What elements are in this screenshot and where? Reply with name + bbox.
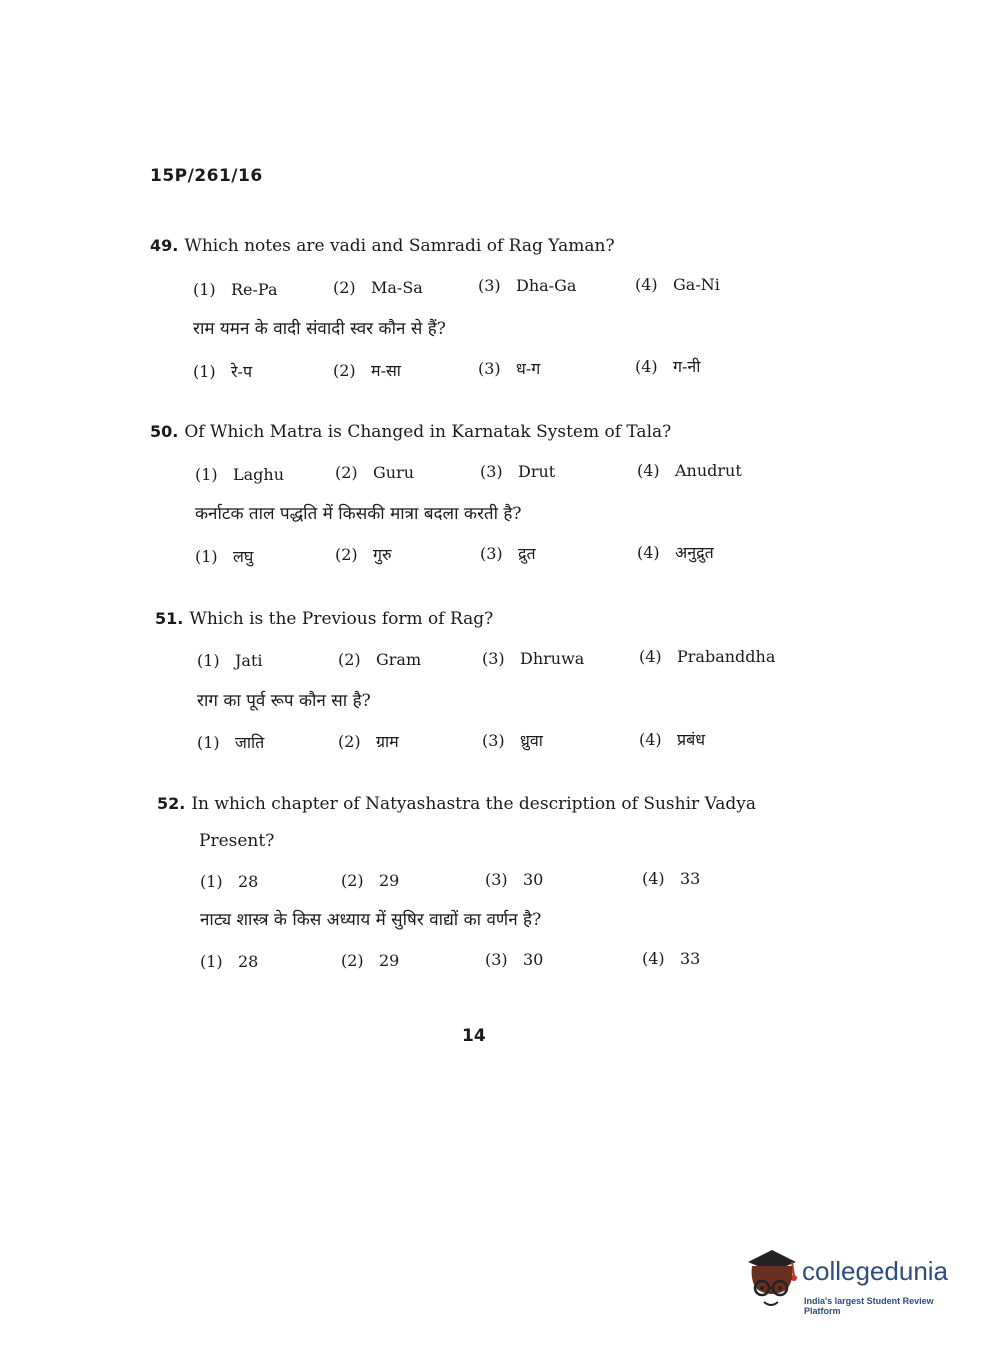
hindi-option-2: (2) गुरु: [335, 545, 392, 564]
hindi-option-2: (2) ग्राम: [338, 732, 399, 751]
page-number: 14: [462, 1026, 486, 1046]
question-number: 51.: [155, 609, 184, 628]
question-english: Which is the Previous form of Rag?: [189, 609, 494, 629]
question-number: 50.: [150, 422, 179, 441]
mascot-icon: [742, 1248, 802, 1312]
hindi-option-4: (4) 33: [642, 949, 701, 968]
hindi-option-4: (4) प्रबंध: [639, 730, 706, 749]
collegedunia-logo: [742, 1248, 972, 1318]
option-2: (2) Ma-Sa: [333, 278, 423, 297]
hindi-option-2: (2) 29: [341, 951, 400, 970]
logo-brand: collegedunia: [802, 1256, 949, 1286]
hindi-option-1: (1) 28: [200, 952, 259, 971]
question-text: [150, 422, 671, 442]
hindi-option-4: (4) ग-नी: [635, 357, 701, 376]
option-2: (2) Guru: [335, 463, 415, 482]
option-4: (4) Ga-Ni: [635, 275, 720, 294]
option-2: (2) 29: [341, 871, 400, 890]
question-hindi: कर्नाटक ताल पद्धति में किसकी मात्रा बदला करती है?: [195, 504, 522, 524]
hindi-option-3: (3) 30: [485, 950, 544, 969]
option-3: (3) Drut: [480, 462, 556, 481]
question-number: 49.: [150, 236, 179, 255]
logo-tagline: India's largest Student Review Platform: [804, 1296, 934, 1316]
option-1: (1) 28: [200, 872, 259, 891]
hindi-option-1: (1) लघु: [195, 547, 254, 566]
hindi-option-3: (3) द्रुत: [480, 544, 536, 563]
question-hindi: राम यमन के वादी संवादी स्वर कौन से हैं?: [193, 319, 446, 339]
option-1: (1) Re-Pa: [193, 280, 278, 299]
hindi-option-3: (3) ध-ग: [478, 359, 541, 378]
hindi-option-2: (2) म-सा: [333, 361, 401, 380]
hindi-option-1: (1) रे-प: [193, 362, 253, 381]
option-4: (4) Anudrut: [637, 461, 742, 480]
option-3: (3) Dhruwa: [482, 649, 585, 668]
question-text: [150, 236, 615, 256]
question-text: [157, 794, 756, 814]
option-2: (2) Gram: [338, 650, 422, 669]
paper-code: 15P/261/16: [150, 166, 263, 186]
question-number: 52.: [157, 794, 186, 813]
question-hindi: राग का पूर्व रूप कौन सा है?: [197, 691, 371, 711]
option-3: (3) Dha-Ga: [478, 276, 577, 295]
question-hindi: नाट्य शास्त्र के किस अध्याय में सुषिर वाद्यों का वर्णन है?: [200, 910, 542, 930]
option-3: (3) 30: [485, 870, 544, 889]
option-1: (1) Laghu: [195, 465, 285, 484]
hindi-option-3: (3) ध्रुवा: [482, 731, 543, 750]
question-text: [155, 609, 493, 629]
question-english: Of Which Matra is Changed in Karnatak System of Tala?: [184, 422, 672, 442]
question-english: Which notes are vadi and Samradi of Rag Yaman?: [184, 236, 615, 256]
option-4: (4) Prabanddha: [639, 647, 776, 666]
question-english-line2: Present?: [199, 831, 275, 851]
option-1: (1) Jati: [197, 651, 263, 670]
option-4: (4) 33: [642, 869, 701, 888]
hindi-option-1: (1) जाति: [197, 733, 265, 752]
hindi-option-4: (4) अनुद्रुत: [637, 543, 714, 562]
question-english: In which chapter of Natyashastra the description of Sushir Vadya: [191, 794, 757, 814]
